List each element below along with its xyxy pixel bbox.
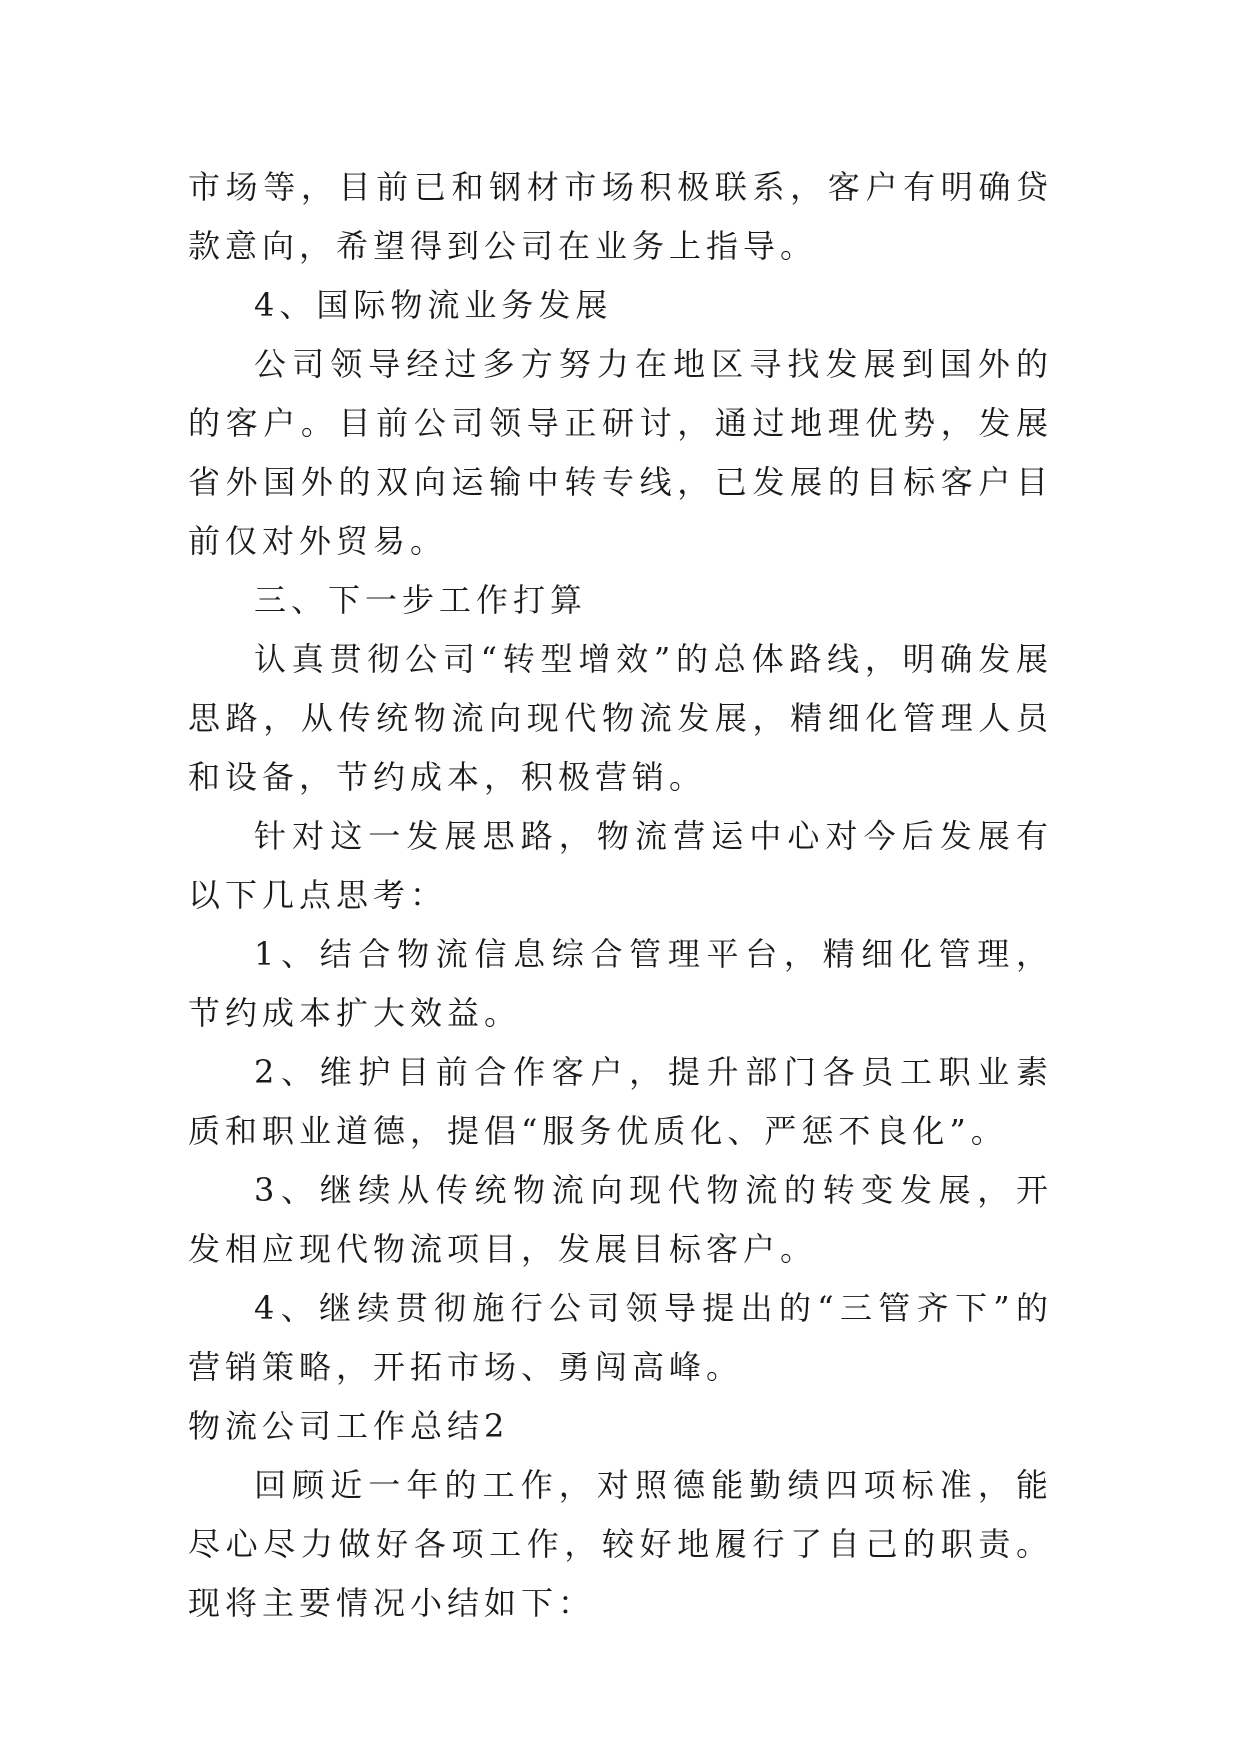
document-title-summary-2: 物流公司工作总结2 [188,1407,510,1445]
paragraph-review: 回顾近一年的工作，对照德能勤绩四项标准，能尽心尽力做好各项工作，较好地履行了自己的职责。现将主要情况小结如下： [188,1466,1053,1622]
list-item-1: 1、结合物流信息综合管理平台，精细化管理，节约成本扩大效益。 [188,935,1053,1032]
document-body [188,158,1053,1633]
paragraph-continuation: 市场等，目前已和钢材市场积极联系，客户有明确贷款意向，希望得到公司在业务上指导。 [188,168,1053,265]
list-item-3: 3、继续从传统物流向现代物流的转变发展，开发相应现代物流项目，发展目标客户。 [188,1171,1053,1268]
paragraph-strategy: 认真贯彻公司“转型增效”的总体路线，明确发展思路，从传统物流向现代物流发展，精细化管理人员和设备，节约成本，积极营销。 [188,640,1053,796]
paragraph-international-logistics: 公司领导经过多方努力在地区寻找发展到国外的的客户。目前公司领导正研讨，通过地理优势，发展省外国外的双向运输中转专线，已发展的目标客户目前仅对外贸易。 [188,345,1053,560]
list-item-4: 4、继续贯彻施行公司领导提出的“三管齐下”的营销策略，开拓市场、勇闯高峰。 [188,1289,1053,1386]
section-heading-international-logistics: 4、国际物流业务发展 [254,286,613,324]
section-heading-next-steps: 三、下一步工作打算 [254,581,588,619]
list-item-2: 2、维护目前合作客户，提升部门各员工职业素质和职业道德，提倡“服务优质化、严惩不良化”。 [188,1053,1053,1150]
paragraph-thoughts-intro: 针对这一发展思路，物流营运中心对今后发展有以下几点思考： [188,817,1053,914]
